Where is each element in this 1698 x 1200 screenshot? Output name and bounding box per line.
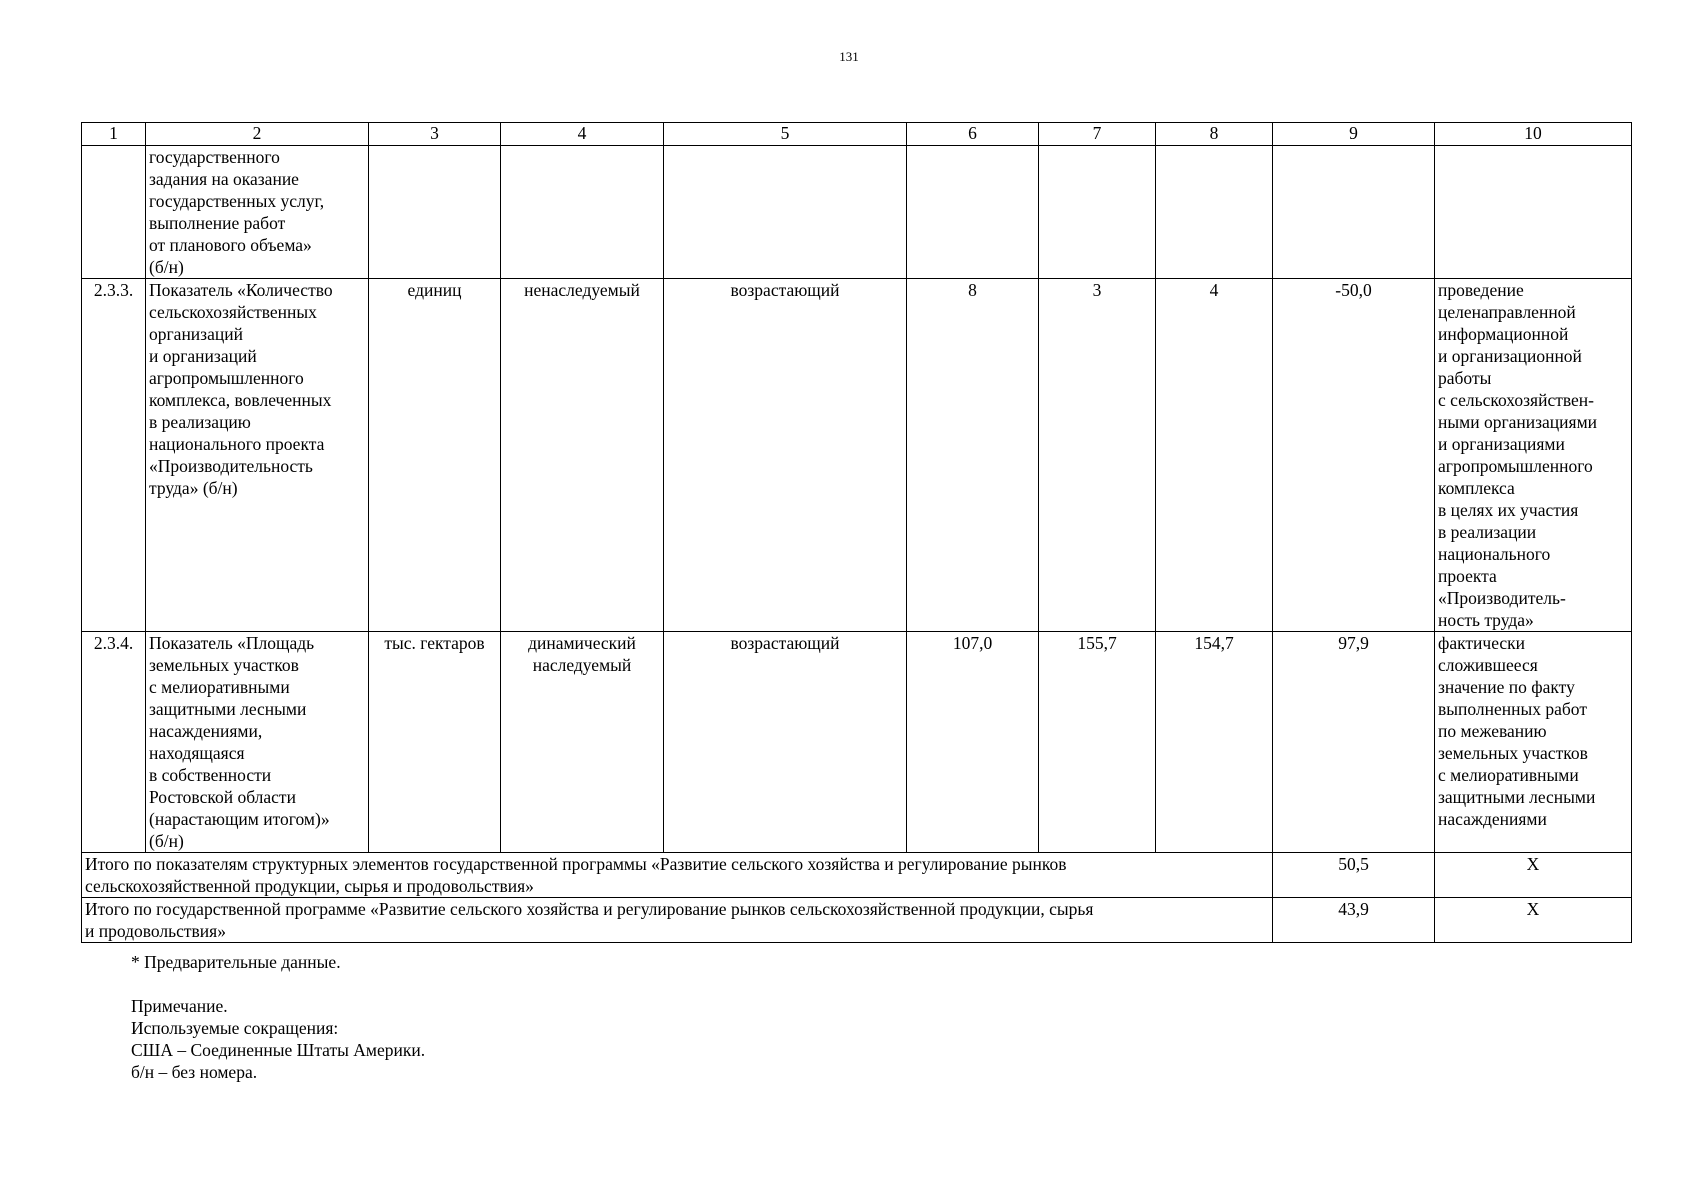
indicator-name: Показатель «Площадь земельных участков с мелиоративными защитными лесными насаждениями, находящаяся в собственности Ростовской области (нарастающим итогом)» (б/н) [146, 632, 369, 853]
column-header: 6 [907, 123, 1039, 146]
comment-cell: проведение целенаправленной информационной и организационной работы с сельскохозяйствен- ными организациями и организациями агропромышленного комплекса в целях их участия в реализации национального проекта «Производитель- ность труда» [1435, 279, 1632, 632]
value-cell: 97,9 [1273, 632, 1435, 853]
indicator-type-cell: динамический наследуемый [501, 632, 664, 853]
total-value: 50,5 [1273, 853, 1435, 898]
value-cell: 155,7 [1039, 632, 1156, 853]
page-number: 131 [839, 49, 859, 64]
indicator-type-cell: ненаследуемый [501, 279, 664, 632]
value-cell: 8 [907, 279, 1039, 632]
total-label: Итого по показателям структурных элементов государственной программы «Развитие сельского хозяйства и регулирование рынков сельскохозяйственной продукции, сырья и продовольствия» [82, 853, 1273, 898]
column-header: 1 [82, 123, 146, 146]
column-header: 5 [664, 123, 907, 146]
column-header: 10 [1435, 123, 1632, 146]
abbreviation-item: б/н – без номера. [131, 1062, 258, 1082]
value-cell [1273, 146, 1435, 279]
value-cell [1156, 146, 1273, 279]
unit-cell [369, 146, 501, 279]
abbreviation-item: США – Соединенные Штаты Америки. [131, 1040, 426, 1060]
table-row [82, 146, 1632, 279]
column-header: 7 [1039, 123, 1156, 146]
total-mark: Х [1435, 853, 1632, 898]
comment-cell: фактически сложившееся значение по факту выполненных работ по межеванию земельных участков с мелиоративными защитными лесными насаждениями [1435, 632, 1632, 853]
table-row [82, 279, 1632, 632]
indicators-table [81, 122, 1632, 943]
abbreviations-title: Используемые сокращения: [131, 1018, 339, 1038]
total-label: Итого по государственной программе «Развитие сельского хозяйства и регулирование рынков сельскохозяйственной продукции, сырья и продовольствия» [82, 898, 1273, 943]
spacer [131, 973, 425, 995]
column-header: 4 [501, 123, 664, 146]
footnote: * Предварительные данные. [131, 952, 341, 972]
value-cell: 107,0 [907, 632, 1039, 853]
direction-cell: возрастающий [664, 279, 907, 632]
column-header: 3 [369, 123, 501, 146]
value-cell: 4 [1156, 279, 1273, 632]
value-cell: 154,7 [1156, 632, 1273, 853]
unit-cell: единиц [369, 279, 501, 632]
row-number [82, 146, 146, 279]
value-cell [1039, 146, 1156, 279]
column-header: 2 [146, 123, 369, 146]
direction-cell [664, 146, 907, 279]
total-row-program [82, 898, 1632, 943]
value-cell: -50,0 [1273, 279, 1435, 632]
row-number: 2.3.3. [82, 279, 146, 632]
column-header: 9 [1273, 123, 1435, 146]
comment-cell [1435, 146, 1632, 279]
unit-cell: тыс. гектаров [369, 632, 501, 853]
note-title: Примечание. [131, 996, 228, 1016]
direction-cell: возрастающий [664, 632, 907, 853]
notes-block [131, 951, 425, 1083]
indicator-name: Показатель «Количество сельскохозяйственных организаций и организаций агропромышленного комплекса, вовлеченных в реализацию национального проекта «Производительность труда» (б/н) [146, 279, 369, 632]
column-header: 8 [1156, 123, 1273, 146]
indicator-name: государственного задания на оказание государственных услуг, выполнение работ от планового объема» (б/н) [146, 146, 369, 279]
total-row-structural [82, 853, 1632, 898]
total-value: 43,9 [1273, 898, 1435, 943]
table-row [82, 632, 1632, 853]
indicator-type-cell [501, 146, 664, 279]
value-cell: 3 [1039, 279, 1156, 632]
total-mark: Х [1435, 898, 1632, 943]
column-number-row [82, 123, 1632, 146]
row-number: 2.3.4. [82, 632, 146, 853]
value-cell [907, 146, 1039, 279]
